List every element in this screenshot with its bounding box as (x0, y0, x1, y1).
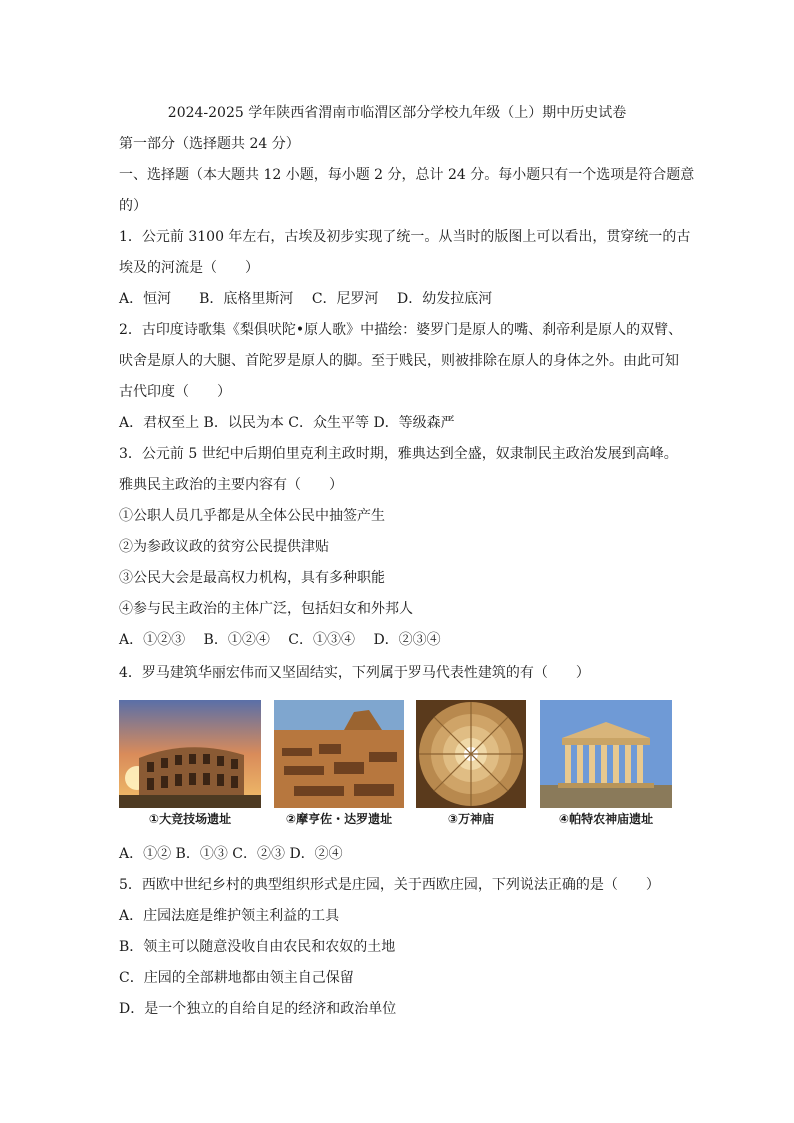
section-instructions: 一、选择题（本大题共 12 小题，每小题 2 分，总计 24 分。每小题只有一个选项是符合题意 (119, 167, 695, 183)
question-4-stem: 4．罗马建筑华丽宏伟而又坚固结实，下列属于罗马代表性建筑的有（ ） (119, 665, 590, 681)
pantheon-figure (416, 700, 526, 830)
question-2-stem: 2．古印度诗歌集《梨俱吠陀•原人歌》中描绘：婆罗门是原人的嘴、刹帝利是原人的双臂、 (119, 322, 683, 338)
question-1-stem-cont: 埃及的河流是（ ） (119, 260, 259, 276)
page-title: 2024-2025 学年陕西省渭南市临渭区部分学校九年级（上）期中历史试卷 (167, 105, 627, 121)
colosseum-figure (119, 700, 261, 830)
caption-3: ③万神庙 (447, 812, 495, 826)
question-3-stem: 3．公元前 5 世纪中后期伯里克利主政时期，雅典达到全盛，奴隶制民主政治发展到高峰。 (119, 446, 678, 462)
question-5-stem: 5．西欧中世纪乡村的典型组织形式是庄园，关于西欧庄园，下列说法正确的是（ ） (119, 877, 660, 893)
question-5-option-a: A．庄园法庭是维护领主利益的工具 (119, 908, 340, 924)
question-5-option-b: B．领主可以随意没收自由农民和农奴的土地 (119, 939, 396, 955)
question-3-stem-cont: 雅典民主政治的主要内容有（ ） (119, 477, 343, 493)
question-5-option-c: C．庄园的全部耕地都由领主自己保留 (119, 970, 354, 986)
question-3-item-3: ③公民大会是最高权力机构，具有多种职能 (119, 570, 385, 586)
question-4-options: A．①② B．①③ C．②③ D．②④ (119, 846, 343, 862)
parthenon-photo (540, 700, 672, 808)
question-2-stem-cont: 吠舍是原人的大腿、首陀罗是原人的脚。至于贱民，则被排除在原人的身体之外。由此可知 (119, 353, 679, 369)
caption-1: ①大竞技场遗址 (148, 812, 232, 826)
parthenon-figure (540, 700, 672, 830)
question-5-option-d: D．是一个独立的自给自足的经济和政治单位 (119, 1001, 397, 1017)
pantheon-photo (416, 700, 526, 808)
question-3-item-2: ②为参政议政的贫穷公民提供津贴 (119, 539, 329, 555)
question-3-item-4: ④参与民主政治的主体广泛，包括妇女和外邦人 (119, 601, 413, 617)
caption-2: ②摩亨佐・达罗遗址 (285, 812, 393, 826)
question-3-item-1: ①公职人员几乎都是从全体公民中抽签产生 (119, 508, 385, 524)
question-2-options: A．君权至上 B．以民为本 C．众生平等 D．等级森严 (119, 415, 455, 431)
caption-4: ④帕特农神庙遗址 (558, 812, 654, 826)
question-2-stem-cont2: 古代印度（ ） (119, 384, 231, 400)
part-heading: 第一部分（选择题共 24 分） (119, 136, 300, 152)
colosseum-photo (119, 700, 261, 808)
question-3-options: A．①②③ B．①②④ C．①③④ D．②③④ (119, 632, 441, 648)
section-instructions-cont: 的） (119, 198, 147, 214)
mohenjo-daro-figure (274, 700, 404, 830)
question-1-options: A．恒河 B．底格里斯河 C．尼罗河 D．幼发拉底河 (119, 291, 493, 307)
question-4-image-row (119, 700, 672, 830)
question-1-stem: 1．公元前 3100 年左右，古埃及初步实现了统一。从当时的版图上可以看出，贯穿统一的古 (119, 229, 691, 245)
mohenjo-daro-photo (274, 700, 404, 808)
